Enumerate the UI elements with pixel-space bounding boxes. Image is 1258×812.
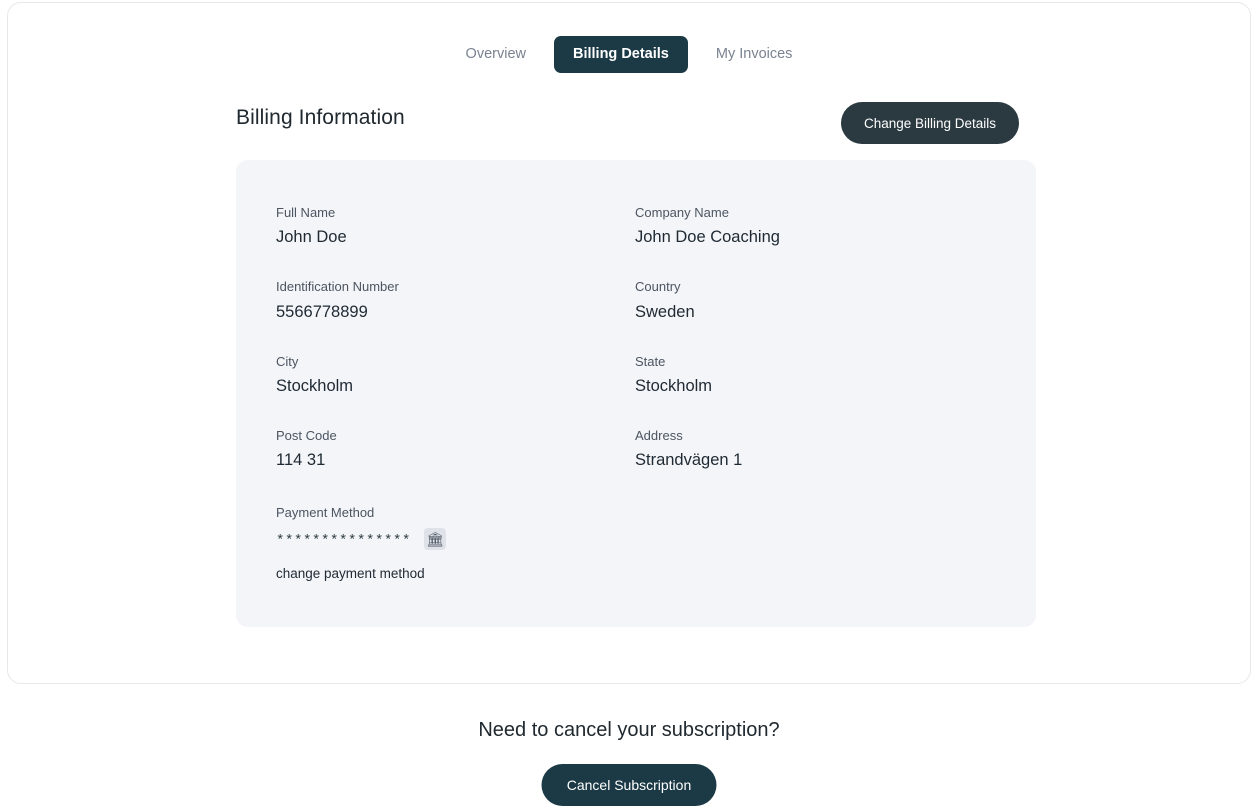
field-label: Country xyxy=(635,279,681,295)
field-company-name xyxy=(635,206,994,247)
field-value: 114 31 xyxy=(276,451,326,470)
page-title: Billing Information xyxy=(236,106,405,129)
field-label: State xyxy=(635,353,666,369)
change-billing-details-button[interactable]: Change Billing Details xyxy=(841,102,1019,144)
field-value: Sweden xyxy=(635,302,695,321)
tab-overview[interactable]: Overview xyxy=(450,37,542,72)
field-value: Stockholm xyxy=(276,376,354,395)
tab-my-invoices[interactable]: My Invoices xyxy=(700,37,809,72)
billing-card xyxy=(7,2,1251,684)
field-label: City xyxy=(276,353,299,369)
field-country xyxy=(635,280,994,321)
field-city xyxy=(276,355,635,396)
bank-icon: 🏛 xyxy=(424,528,446,550)
cancel-subscription-heading: Need to cancel your subscription? xyxy=(478,719,780,741)
field-identification-number xyxy=(276,280,635,321)
field-label: Post Code xyxy=(276,427,337,443)
field-label: Full Name xyxy=(276,205,336,220)
payment-method-block xyxy=(276,506,676,583)
field-label: Company Name xyxy=(635,205,729,220)
field-label: Identification Number xyxy=(276,279,399,295)
change-payment-method-link[interactable]: change payment method xyxy=(276,566,425,582)
tab-billing-details[interactable]: Billing Details xyxy=(554,36,688,73)
payment-method-label: Payment Method xyxy=(276,505,375,520)
field-full-name xyxy=(276,206,635,247)
payment-method-masked-value: *************** xyxy=(276,533,412,550)
field-address xyxy=(635,429,994,470)
field-value: Strandvägen 1 xyxy=(635,451,743,470)
billing-details-panel xyxy=(236,160,1036,627)
tab-bar xyxy=(8,36,1250,73)
cancel-subscription-button[interactable]: Cancel Subscription xyxy=(542,764,717,806)
billing-fields-grid xyxy=(276,206,996,470)
field-value: 5566778899 xyxy=(276,302,368,321)
field-label: Address xyxy=(635,427,683,443)
field-value: John Doe xyxy=(276,228,347,247)
field-value: John Doe Coaching xyxy=(635,228,780,247)
field-value: Stockholm xyxy=(635,376,713,395)
field-post-code xyxy=(276,429,635,470)
payment-method-value-row xyxy=(276,528,676,550)
field-state xyxy=(635,355,994,396)
